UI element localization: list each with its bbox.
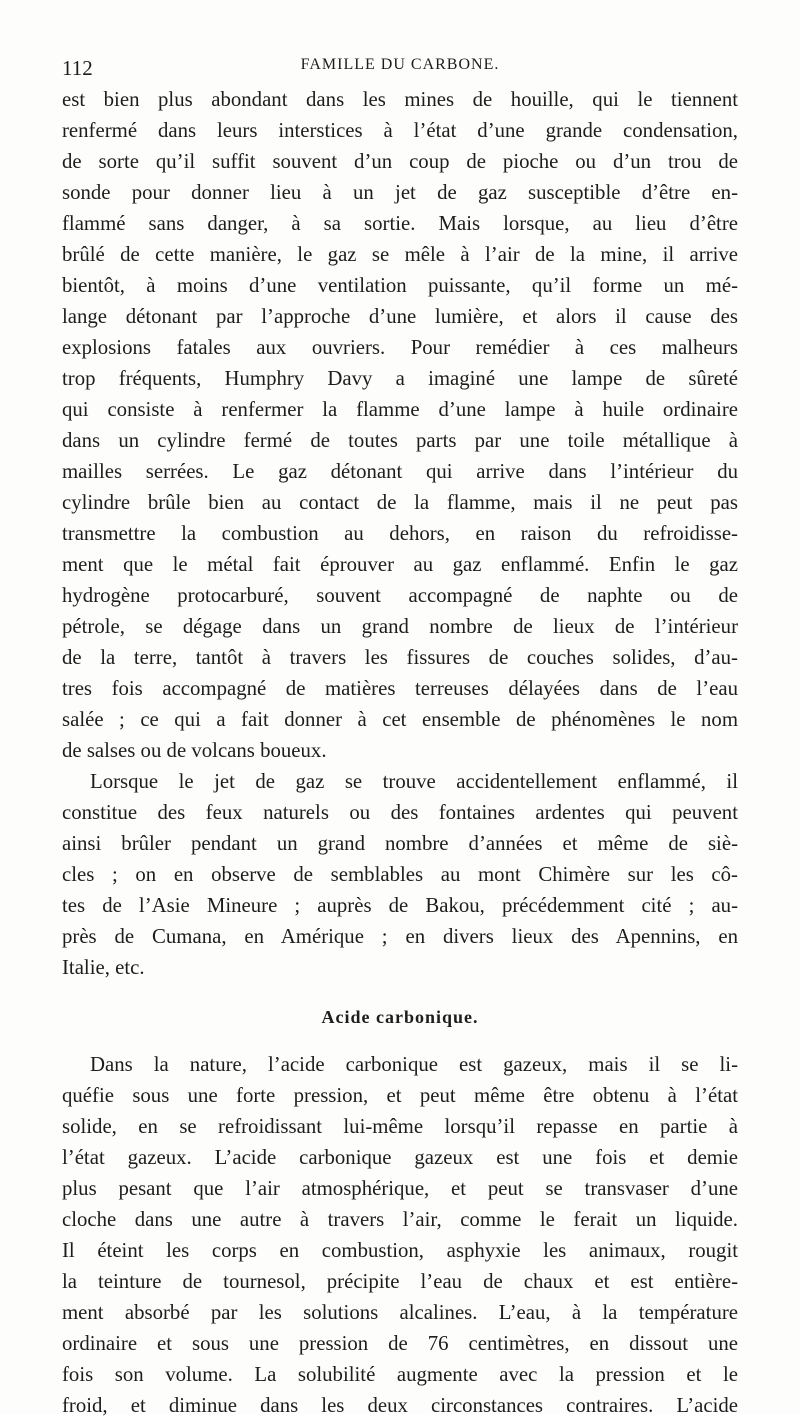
text-line: de la terre, tantôt à travers les fissures de couches solides, d’au-	[62, 646, 738, 669]
text-line: lange détonant par l’approche d’une lumière, et alors il cause des	[62, 305, 738, 328]
section-title: Acide carbonique.	[321, 1007, 479, 1027]
text-line: de sorte qu’il suffit souvent d’un coup de pioche ou d’un trou de	[62, 150, 738, 173]
text-line: Il éteint les corps en combustion, asphyxie les animaux, rougit	[62, 1239, 738, 1262]
text-line: trop fréquents, Humphry Davy a imaginé une lampe de sûreté	[62, 367, 738, 390]
text-line: flammé sans danger, à sa sortie. Mais lorsque, au lieu d’être	[62, 212, 738, 235]
paragraphs-before-section	[62, 84, 738, 983]
text-line: la teinture de tournesol, précipite l’eau de chaux et est entière-	[62, 1270, 738, 1293]
text-line: pétrole, se dégage dans un grand nombre de lieux de l’intérieur	[62, 615, 738, 638]
body-text	[62, 84, 738, 1421]
text-line: Italie, etc.	[62, 956, 145, 979]
page-number: 112	[62, 56, 93, 80]
text-line: brûlé de cette manière, le gaz se mêle à l’air de la mine, il arrive	[62, 243, 738, 266]
text-line: ainsi brûler pendant un grand nombre d’années et même de siè-	[62, 832, 738, 855]
text-line: tes de l’Asie Mineure ; auprès de Bakou, précédemment cité ; au-	[62, 894, 738, 917]
text-line: de salses ou de volcans boueux.	[62, 739, 327, 762]
text-line: Dans la nature, l’acide carbonique est gazeux, mais il se li-	[90, 1053, 738, 1076]
text-line: quéfie sous une forte pression, et peut même être obtenu à l’état	[62, 1084, 738, 1107]
text-line: est bien plus abondant dans les mines de houille, qui le tiennent	[62, 88, 738, 111]
text-line: hydrogène protocarburé, souvent accompagné de naphte ou de	[62, 584, 738, 607]
text-line: mailles serrées. Le gaz détonant qui arrive dans l’intérieur du	[62, 460, 738, 483]
running-head: FAMILLE DU CARBONE.	[300, 56, 500, 73]
text-line: cylindre brûle bien au contact de la flamme, mais il ne peut pas	[62, 491, 738, 514]
text-line: renfermé dans leurs interstices à l’état d’une grande condensation,	[62, 119, 738, 142]
text-line: sonde pour donner lieu à un jet de gaz susceptible d’être en-	[62, 181, 738, 204]
text-line: l’état gazeux. L’acide carbonique gazeux est une fois et demie	[62, 1146, 738, 1169]
text-line: transmettre la combustion au dehors, en raison du refroidisse-	[62, 522, 738, 545]
text-line: cloche dans une autre à travers l’air, comme le ferait un liquide.	[62, 1208, 738, 1231]
text-line: près de Cumana, en Amérique ; en divers lieux des Apennins, en	[62, 925, 738, 948]
text-line: qui consiste à renfermer la flamme d’une lampe à huile ordinaire	[62, 398, 738, 421]
text-line: cles ; on en observe de semblables au mont Chimère sur les cô-	[62, 863, 738, 886]
text-line: froid, et diminue dans les deux circonstances contraires. L’acide	[62, 1394, 738, 1417]
text-line: fois son volume. La solubilité augmente avec la pression et le	[62, 1363, 738, 1386]
text-line: Lorsque le jet de gaz se trouve accidentellement enflammé, il	[90, 770, 738, 793]
text-line: solide, en se refroidissant lui-même lorsqu’il repasse en partie à	[62, 1115, 738, 1138]
text-line: constitue des feux naturels ou des fontaines ardentes qui peuvent	[62, 801, 738, 824]
text-line: tres fois accompagné de matières terreuses délayées dans de l’eau	[62, 677, 738, 700]
text-line: ordinaire et sous une pression de 76 centimètres, en dissout une	[62, 1332, 738, 1355]
text-line: dans un cylindre fermé de toutes parts par une toile métallique à	[62, 429, 738, 452]
text-line: plus pesant que l’air atmosphérique, et peut se transvaser d’une	[62, 1177, 738, 1200]
text-line: ment absorbé par les solutions alcalines. L’eau, à la température	[62, 1301, 738, 1324]
text-line: salée ; ce qui a fait donner à cet ensemble de phénomènes le nom	[62, 708, 738, 731]
text-line: ment que le métal fait éprouver au gaz enflammé. Enfin le gaz	[62, 553, 738, 576]
text-line: explosions fatales aux ouvriers. Pour remédier à ces malheurs	[62, 336, 738, 359]
paragraphs-after-section	[62, 1049, 738, 1421]
text-line: bientôt, à moins d’une ventilation puissante, qu’il forme un mé-	[62, 274, 738, 297]
